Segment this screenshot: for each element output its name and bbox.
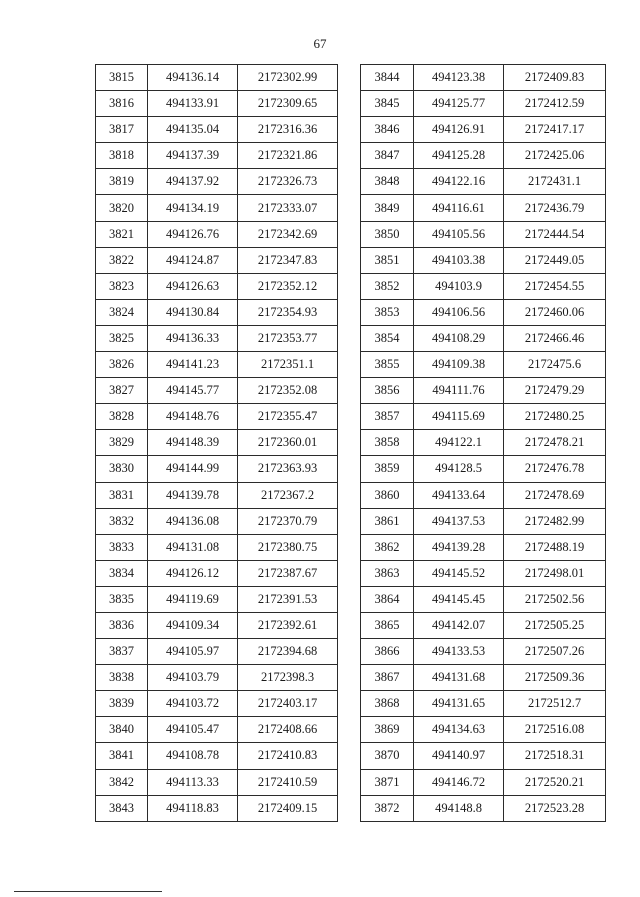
y-coordinate-cell: 2172398.3 — [238, 665, 338, 691]
table-row — [96, 195, 338, 221]
y-coordinate-cell: 2172360.01 — [238, 430, 338, 456]
y-coordinate-cell: 2172409.15 — [238, 795, 338, 821]
x-coordinate-cell: 494122.16 — [414, 169, 504, 195]
table-row — [361, 91, 606, 117]
point-number-cell: 3851 — [361, 247, 414, 273]
y-coordinate-cell: 2172394.68 — [238, 639, 338, 665]
y-coordinate-cell: 2172380.75 — [238, 534, 338, 560]
y-coordinate-cell: 2172392.61 — [238, 612, 338, 638]
x-coordinate-cell: 494145.45 — [414, 586, 504, 612]
point-number-cell: 3842 — [96, 769, 148, 795]
y-coordinate-cell: 2172302.99 — [238, 65, 338, 91]
x-coordinate-cell: 494148.8 — [414, 795, 504, 821]
y-coordinate-cell: 2172408.66 — [238, 717, 338, 743]
y-coordinate-cell: 2172352.12 — [238, 273, 338, 299]
y-coordinate-cell: 2172321.86 — [238, 143, 338, 169]
table-row — [361, 560, 606, 586]
point-number-cell: 3825 — [96, 325, 148, 351]
table-row — [96, 612, 338, 638]
point-number-cell: 3866 — [361, 639, 414, 665]
table-row — [361, 143, 606, 169]
x-coordinate-cell: 494126.76 — [148, 221, 238, 247]
x-coordinate-cell: 494118.83 — [148, 795, 238, 821]
y-coordinate-cell: 2172410.59 — [238, 769, 338, 795]
x-coordinate-cell: 494119.69 — [148, 586, 238, 612]
table-row — [96, 325, 338, 351]
x-coordinate-cell: 494137.53 — [414, 508, 504, 534]
point-number-cell: 3850 — [361, 221, 414, 247]
point-number-cell: 3849 — [361, 195, 414, 221]
x-coordinate-cell: 494125.28 — [414, 143, 504, 169]
point-number-cell: 3854 — [361, 325, 414, 351]
x-coordinate-cell: 494126.91 — [414, 117, 504, 143]
table-row — [361, 404, 606, 430]
table-row — [96, 247, 338, 273]
y-coordinate-cell: 2172505.25 — [504, 612, 606, 638]
point-number-cell: 3820 — [96, 195, 148, 221]
x-coordinate-cell: 494108.29 — [414, 325, 504, 351]
table-row — [96, 404, 338, 430]
table-row — [96, 65, 338, 91]
table-row — [361, 534, 606, 560]
table-row — [96, 508, 338, 534]
point-number-cell: 3835 — [96, 586, 148, 612]
table-row — [96, 169, 338, 195]
y-coordinate-cell: 2172417.17 — [504, 117, 606, 143]
point-number-cell: 3833 — [96, 534, 148, 560]
y-coordinate-cell: 2172460.06 — [504, 299, 606, 325]
point-number-cell: 3869 — [361, 717, 414, 743]
point-number-cell: 3840 — [96, 717, 148, 743]
x-coordinate-cell: 494145.77 — [148, 378, 238, 404]
point-number-cell: 3837 — [96, 639, 148, 665]
point-number-cell: 3817 — [96, 117, 148, 143]
x-coordinate-cell: 494105.47 — [148, 717, 238, 743]
x-coordinate-cell: 494148.76 — [148, 404, 238, 430]
y-coordinate-cell: 2172480.25 — [504, 404, 606, 430]
table-row — [96, 743, 338, 769]
y-coordinate-cell: 2172431.1 — [504, 169, 606, 195]
table-row — [361, 508, 606, 534]
table-row — [96, 430, 338, 456]
x-coordinate-cell: 494131.68 — [414, 665, 504, 691]
table-row — [361, 482, 606, 508]
table-row — [361, 352, 606, 378]
point-number-cell: 3867 — [361, 665, 414, 691]
x-coordinate-cell: 494126.12 — [148, 560, 238, 586]
x-coordinate-cell: 494125.77 — [414, 91, 504, 117]
point-number-cell: 3836 — [96, 612, 148, 638]
point-number-cell: 3839 — [96, 691, 148, 717]
y-coordinate-cell: 2172353.77 — [238, 325, 338, 351]
point-number-cell: 3858 — [361, 430, 414, 456]
x-coordinate-cell: 494103.72 — [148, 691, 238, 717]
x-coordinate-cell: 494105.56 — [414, 221, 504, 247]
point-number-cell: 3868 — [361, 691, 414, 717]
x-coordinate-cell: 494116.61 — [414, 195, 504, 221]
y-coordinate-cell: 2172410.83 — [238, 743, 338, 769]
table-row — [96, 352, 338, 378]
table-row — [96, 769, 338, 795]
x-coordinate-cell: 494108.78 — [148, 743, 238, 769]
point-number-cell: 3847 — [361, 143, 414, 169]
y-coordinate-cell: 2172309.65 — [238, 91, 338, 117]
y-coordinate-cell: 2172409.83 — [504, 65, 606, 91]
x-coordinate-cell: 494111.76 — [414, 378, 504, 404]
point-number-cell: 3859 — [361, 456, 414, 482]
table-row — [96, 117, 338, 143]
x-coordinate-cell: 494103.9 — [414, 273, 504, 299]
x-coordinate-cell: 494139.78 — [148, 482, 238, 508]
x-coordinate-cell: 494142.07 — [414, 612, 504, 638]
table-row — [96, 378, 338, 404]
coordinate-table-right — [360, 64, 606, 822]
point-number-cell: 3870 — [361, 743, 414, 769]
table-row — [96, 639, 338, 665]
y-coordinate-cell: 2172367.2 — [238, 482, 338, 508]
point-number-cell: 3832 — [96, 508, 148, 534]
table-row — [361, 586, 606, 612]
table-row — [361, 639, 606, 665]
x-coordinate-cell: 494130.84 — [148, 299, 238, 325]
point-number-cell: 3865 — [361, 612, 414, 638]
y-coordinate-cell: 2172509.36 — [504, 665, 606, 691]
y-coordinate-cell: 2172507.26 — [504, 639, 606, 665]
table-row — [361, 378, 606, 404]
x-coordinate-cell: 494133.64 — [414, 482, 504, 508]
table-row — [361, 65, 606, 91]
x-coordinate-cell: 494134.19 — [148, 195, 238, 221]
point-number-cell: 3822 — [96, 247, 148, 273]
y-coordinate-cell: 2172370.79 — [238, 508, 338, 534]
table-row — [361, 456, 606, 482]
x-coordinate-cell: 494131.08 — [148, 534, 238, 560]
point-number-cell: 3838 — [96, 665, 148, 691]
footnote-separator — [14, 891, 162, 892]
table-row — [96, 91, 338, 117]
x-coordinate-cell: 494103.38 — [414, 247, 504, 273]
table-row — [96, 143, 338, 169]
y-coordinate-cell: 2172475.6 — [504, 352, 606, 378]
y-coordinate-cell: 2172363.93 — [238, 456, 338, 482]
table-row — [361, 769, 606, 795]
coordinate-table-left — [95, 64, 338, 822]
y-coordinate-cell: 2172436.79 — [504, 195, 606, 221]
y-coordinate-cell: 2172391.53 — [238, 586, 338, 612]
x-coordinate-cell: 494122.1 — [414, 430, 504, 456]
table-row — [361, 299, 606, 325]
table-row — [361, 117, 606, 143]
x-coordinate-cell: 494139.28 — [414, 534, 504, 560]
y-coordinate-cell: 2172454.55 — [504, 273, 606, 299]
x-coordinate-cell: 494109.38 — [414, 352, 504, 378]
table-row — [361, 195, 606, 221]
y-coordinate-cell: 2172444.54 — [504, 221, 606, 247]
table-row — [96, 691, 338, 717]
y-coordinate-cell: 2172518.31 — [504, 743, 606, 769]
y-coordinate-cell: 2172523.28 — [504, 795, 606, 821]
x-coordinate-cell: 494144.99 — [148, 456, 238, 482]
x-coordinate-cell: 494105.97 — [148, 639, 238, 665]
point-number-cell: 3871 — [361, 769, 414, 795]
y-coordinate-cell: 2172316.36 — [238, 117, 338, 143]
point-number-cell: 3848 — [361, 169, 414, 195]
x-coordinate-cell: 494136.33 — [148, 325, 238, 351]
point-number-cell: 3857 — [361, 404, 414, 430]
point-number-cell: 3863 — [361, 560, 414, 586]
point-number-cell: 3872 — [361, 795, 414, 821]
x-coordinate-cell: 494148.39 — [148, 430, 238, 456]
x-coordinate-cell: 494136.14 — [148, 65, 238, 91]
table-row — [96, 795, 338, 821]
table-row — [96, 273, 338, 299]
x-coordinate-cell: 494145.52 — [414, 560, 504, 586]
x-coordinate-cell: 494133.91 — [148, 91, 238, 117]
y-coordinate-cell: 2172502.56 — [504, 586, 606, 612]
x-coordinate-cell: 494103.79 — [148, 665, 238, 691]
y-coordinate-cell: 2172352.08 — [238, 378, 338, 404]
y-coordinate-cell: 2172482.99 — [504, 508, 606, 534]
x-coordinate-cell: 494146.72 — [414, 769, 504, 795]
x-coordinate-cell: 494126.63 — [148, 273, 238, 299]
x-coordinate-cell: 494135.04 — [148, 117, 238, 143]
point-number-cell: 3816 — [96, 91, 148, 117]
y-coordinate-cell: 2172466.46 — [504, 325, 606, 351]
y-coordinate-cell: 2172333.07 — [238, 195, 338, 221]
point-number-cell: 3860 — [361, 482, 414, 508]
x-coordinate-cell: 494128.5 — [414, 456, 504, 482]
table-row — [361, 169, 606, 195]
point-number-cell: 3841 — [96, 743, 148, 769]
y-coordinate-cell: 2172516.08 — [504, 717, 606, 743]
x-coordinate-cell: 494137.92 — [148, 169, 238, 195]
point-number-cell: 3862 — [361, 534, 414, 560]
y-coordinate-cell: 2172387.67 — [238, 560, 338, 586]
x-coordinate-cell: 494140.97 — [414, 743, 504, 769]
y-coordinate-cell: 2172488.19 — [504, 534, 606, 560]
x-coordinate-cell: 494136.08 — [148, 508, 238, 534]
table-row — [361, 795, 606, 821]
y-coordinate-cell: 2172326.73 — [238, 169, 338, 195]
y-coordinate-cell: 2172355.47 — [238, 404, 338, 430]
y-coordinate-cell: 2172342.69 — [238, 221, 338, 247]
point-number-cell: 3856 — [361, 378, 414, 404]
y-coordinate-cell: 2172498.01 — [504, 560, 606, 586]
x-coordinate-cell: 494106.56 — [414, 299, 504, 325]
y-coordinate-cell: 2172403.17 — [238, 691, 338, 717]
point-number-cell: 3823 — [96, 273, 148, 299]
point-number-cell: 3824 — [96, 299, 148, 325]
point-number-cell: 3855 — [361, 352, 414, 378]
y-coordinate-cell: 2172479.29 — [504, 378, 606, 404]
y-coordinate-cell: 2172520.21 — [504, 769, 606, 795]
x-coordinate-cell: 494109.34 — [148, 612, 238, 638]
table-row — [361, 612, 606, 638]
x-coordinate-cell: 494134.63 — [414, 717, 504, 743]
table-row — [361, 273, 606, 299]
point-number-cell: 3818 — [96, 143, 148, 169]
x-coordinate-cell: 494124.87 — [148, 247, 238, 273]
y-coordinate-cell: 2172512.7 — [504, 691, 606, 717]
x-coordinate-cell: 494123.38 — [414, 65, 504, 91]
table-row — [96, 456, 338, 482]
table-row — [361, 665, 606, 691]
table-row — [361, 430, 606, 456]
y-coordinate-cell: 2172347.83 — [238, 247, 338, 273]
table-row — [96, 482, 338, 508]
table-row — [361, 743, 606, 769]
table-row — [361, 691, 606, 717]
point-number-cell: 3829 — [96, 430, 148, 456]
point-number-cell: 3827 — [96, 378, 148, 404]
x-coordinate-cell: 494131.65 — [414, 691, 504, 717]
point-number-cell: 3861 — [361, 508, 414, 534]
x-coordinate-cell: 494115.69 — [414, 404, 504, 430]
point-number-cell: 3844 — [361, 65, 414, 91]
x-coordinate-cell: 494133.53 — [414, 639, 504, 665]
point-number-cell: 3845 — [361, 91, 414, 117]
point-number-cell: 3815 — [96, 65, 148, 91]
point-number-cell: 3834 — [96, 560, 148, 586]
x-coordinate-cell: 494141.23 — [148, 352, 238, 378]
y-coordinate-cell: 2172478.21 — [504, 430, 606, 456]
y-coordinate-cell: 2172425.06 — [504, 143, 606, 169]
y-coordinate-cell: 2172412.59 — [504, 91, 606, 117]
point-number-cell: 3828 — [96, 404, 148, 430]
x-coordinate-cell: 494137.39 — [148, 143, 238, 169]
point-number-cell: 3864 — [361, 586, 414, 612]
point-number-cell: 3819 — [96, 169, 148, 195]
table-row — [96, 665, 338, 691]
y-coordinate-cell: 2172351.1 — [238, 352, 338, 378]
point-number-cell: 3852 — [361, 273, 414, 299]
point-number-cell: 3846 — [361, 117, 414, 143]
point-number-cell: 3843 — [96, 795, 148, 821]
table-row — [96, 560, 338, 586]
y-coordinate-cell: 2172478.69 — [504, 482, 606, 508]
y-coordinate-cell: 2172476.78 — [504, 456, 606, 482]
point-number-cell: 3853 — [361, 299, 414, 325]
point-number-cell: 3830 — [96, 456, 148, 482]
table-row — [361, 717, 606, 743]
table-row — [361, 325, 606, 351]
point-number-cell: 3826 — [96, 352, 148, 378]
table-row — [361, 221, 606, 247]
table-row — [96, 221, 338, 247]
table-row — [96, 586, 338, 612]
table-row — [96, 717, 338, 743]
table-row — [96, 299, 338, 325]
y-coordinate-cell: 2172354.93 — [238, 299, 338, 325]
point-number-cell: 3831 — [96, 482, 148, 508]
page-number: 67 — [313, 36, 327, 51]
table-row — [361, 247, 606, 273]
table-row — [96, 534, 338, 560]
x-coordinate-cell: 494113.33 — [148, 769, 238, 795]
point-number-cell: 3821 — [96, 221, 148, 247]
y-coordinate-cell: 2172449.05 — [504, 247, 606, 273]
